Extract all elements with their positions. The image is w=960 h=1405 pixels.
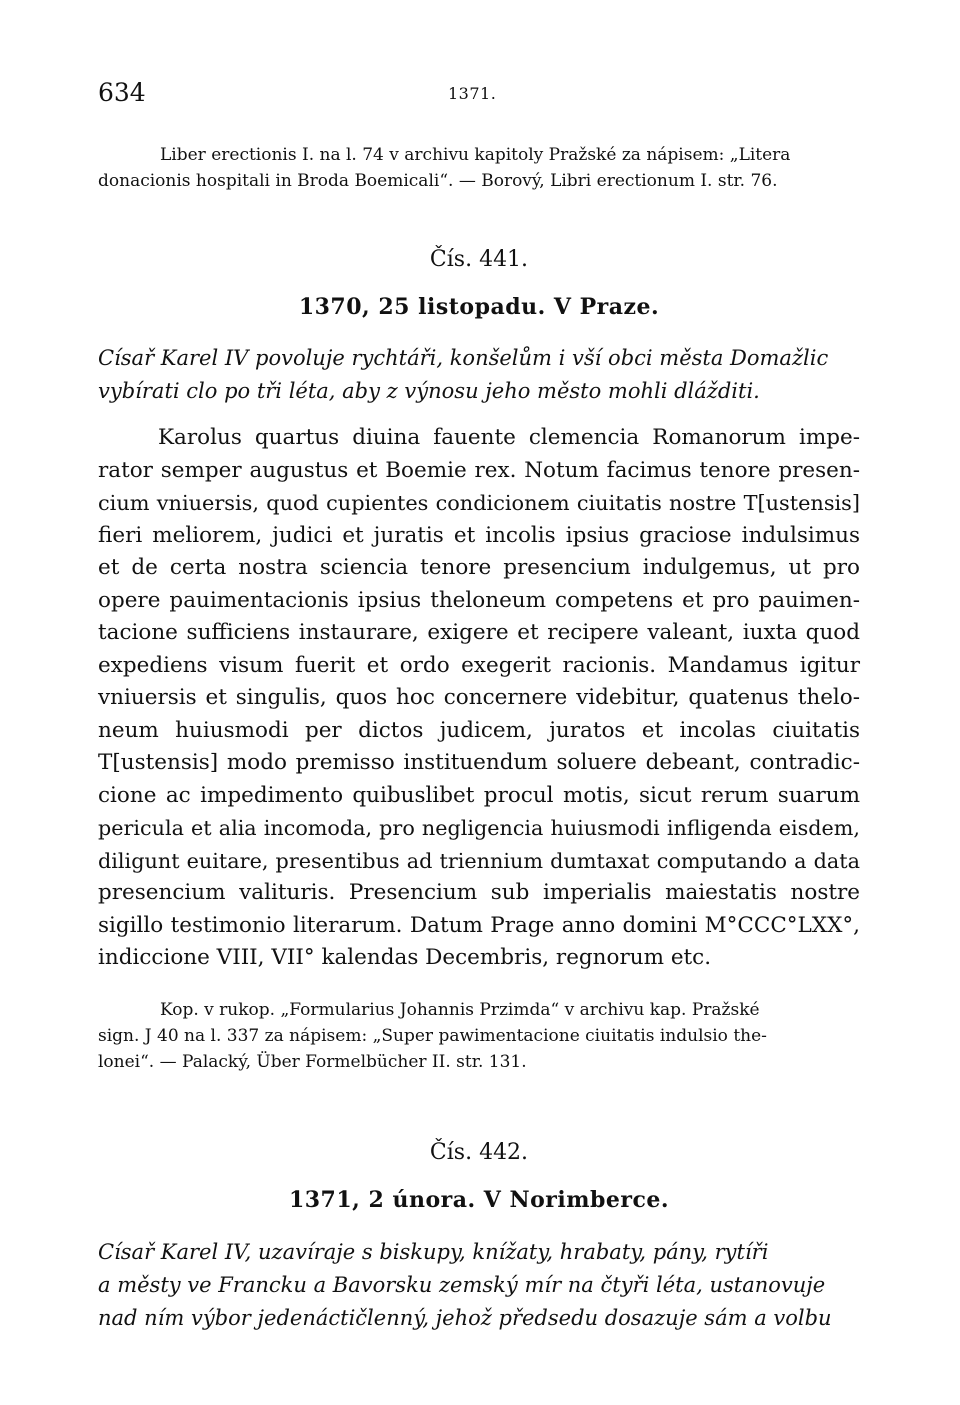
document-text-441	[98, 422, 860, 975]
document-date-place-442: 1371, 2 února. V Norimberce.	[288, 1187, 670, 1213]
text-line: expediens visum fuerit et ordo exegerit racionis. Mandamus igitur	[98, 652, 860, 678]
text-line: vniuersis et singulis, quos hoc concernere videbitur, quatenus thelo-	[98, 685, 860, 710]
text-line: cium vniuersis, quod cupientes condicionem ciuitatis nostre T[ustensis]	[98, 491, 860, 515]
text-line: Karolus quartus diuina fauente clemencia Romanorum impe-	[158, 425, 860, 450]
note-line: Kop. v rukop. „Formularius Johannis Przimda“ v archivu kap. Pražské	[160, 1000, 760, 1020]
text-line: rator semper augustus et Boemie rex. Notum facimus tenore presen-	[98, 457, 860, 483]
regest-line: nad ním výbor jedenáctičlenný, jehož předsedu dosazuje sám a volbu	[98, 1306, 832, 1330]
running-head-year: 1371.	[448, 84, 497, 103]
regest-line: Císař Karel IV, uzavíraje s biskupy, knížaty, hrabaty, pány, rytíři	[98, 1240, 769, 1264]
text-line: presencium valituris. Presencium sub imperialis maiestatis nostre	[98, 880, 860, 905]
document-date-place-441: 1370, 25 listopadu. V Praze.	[298, 294, 660, 320]
note-line: lonei“. — Palacký, Über Formelbücher II. str. 131.	[98, 1052, 527, 1072]
source-note-previous-document	[98, 142, 860, 194]
regest-441	[98, 342, 860, 408]
text-line: fieri meliorem, judici et juratis et incolis ipsius graciose indulsimus	[98, 522, 860, 548]
text-line: et de certa nostra sciencia tenore presencium indulgemus, ut pro	[98, 555, 860, 580]
document-number-442: Čís. 442.	[429, 1140, 529, 1165]
text-line: opere pauimentacionis ipsius theloneum competens et pro pauimen-	[98, 587, 860, 613]
regest-line: a městy ve Francku a Bavorsku zemský mír na čtyři léta, ustanovuje	[98, 1273, 826, 1297]
regest-line: Císař Karel IV povoluje rychtáři, konšelům i vší obci města Domažlic	[98, 346, 829, 370]
page-header	[98, 78, 860, 108]
text-line: cione ac impedimento quibuslibet procul motis, sicut rerum suarum	[98, 782, 860, 808]
text-line: T[ustensis] modo premisso instituendum soluere debeant, contradic-	[98, 750, 860, 775]
note-line: Liber erectionis I. na l. 74 v archivu kapitoly Pražské za nápisem: „Litera	[160, 145, 791, 165]
source-note-441	[98, 997, 860, 1075]
note-line: donacionis hospitali in Broda Boemicali“. — Borový, Libri erectionum I. str. 76.	[98, 171, 778, 191]
text-line: diligunt euitare, presentibus ad triennium dumtaxat computando a data	[98, 848, 860, 873]
page-number: 634	[98, 78, 146, 107]
text-line: sigillo testimonio literarum. Datum Prage anno domini M°CCC°LXX°,	[98, 912, 860, 938]
document-number-441: Čís. 441.	[429, 247, 529, 272]
text-line: tacione sufficiens instaurare, exigere et recipere valeant, iuxta quod	[98, 620, 860, 645]
regest-442	[98, 1236, 860, 1335]
text-line: neum huiusmodi per dictos judicem, juratos et incolas ciuitatis	[98, 717, 860, 743]
text-line: pericula et alia incomoda, pro negligencia huiusmodi infligenda eisdem,	[98, 816, 860, 840]
regest-line: vybírati clo po tři léta, aby z výnosu jeho město mohli dlážditi.	[98, 379, 760, 403]
text-line: indiccione VIII, VII° kalendas Decembris, regnorum etc.	[98, 945, 712, 970]
note-line: sign. J 40 na l. 337 za nápisem: „Super pawimentacione ciuitatis indulsio the-	[98, 1026, 767, 1046]
